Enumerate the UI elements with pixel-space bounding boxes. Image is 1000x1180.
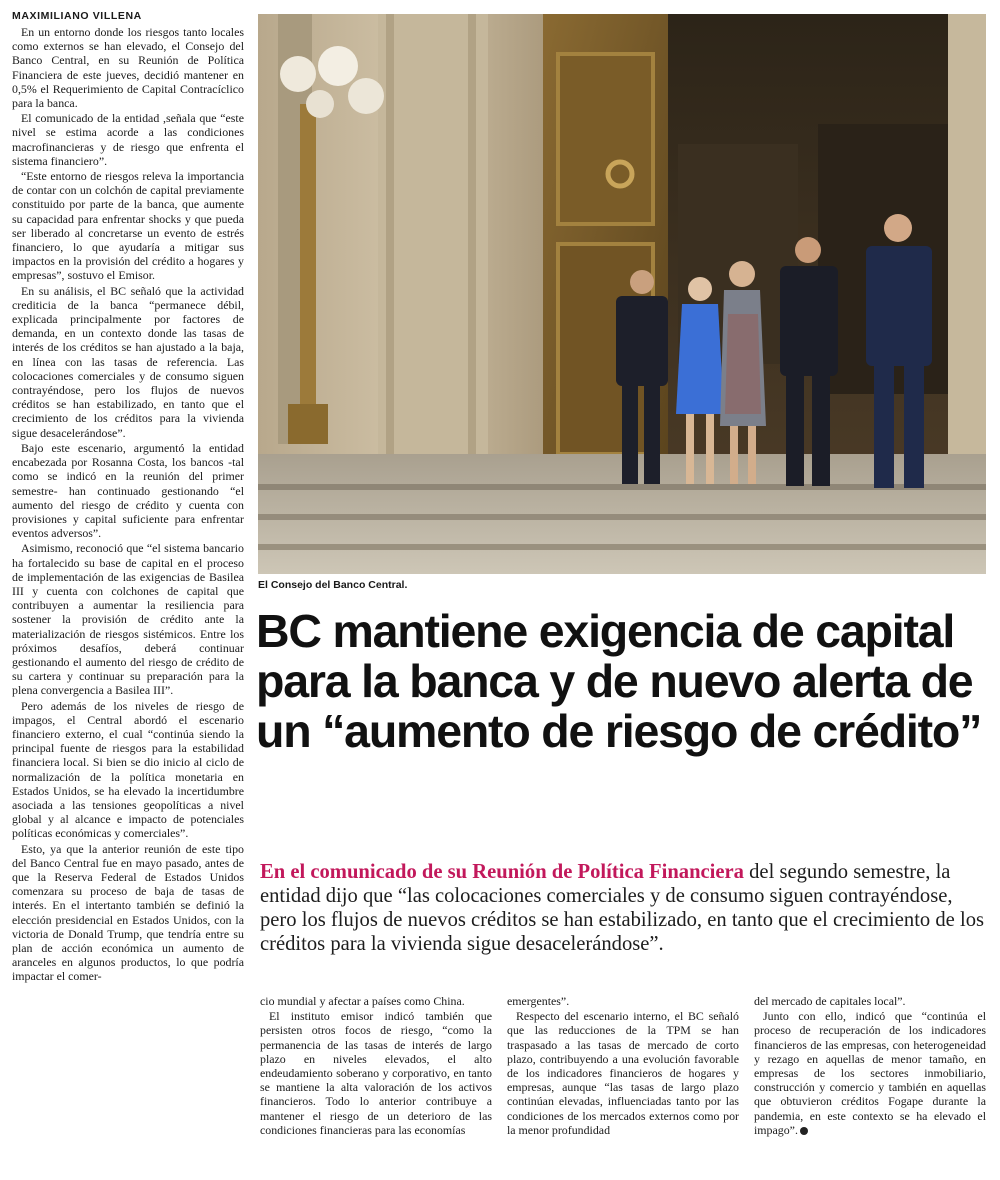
byline: MAXIMILIANO VILLENA <box>12 10 142 22</box>
headline: BC mantiene exigencia de capital para la banca y de nuevo alerta de un “aumento de riesgo de crédito” <box>256 605 982 757</box>
paragraph: Asimismo, reconoció que “el sistema bancario ha fortalecido su base de capital en el proceso de implementación de las exigencias de Basilea III y cuenta con colchones de capital que contribuyen a aumentar la resiliencia para sostener la provisión de crédito ante la materialización de riesgos sistémicos. Entre los próximos desafíos, deberá continuar gestionando el aumento del riesgo de crédito de su cartera y continuar su preparación para la plena convergencia a Basilea III”. <box>12 541 244 698</box>
paragraph: En su análisis, el BC señaló que la actividad crediticia de la banca “permanece débil, explicada principalmente por factores de demanda, en un contexto donde las tasas de interés de los créditos se han ajustado a la baja, en línea con las tasas de referencia. Las colocaciones comerciales y de consumo siguen contrayéndose, pero los flujos de nuevos créditos se han estabilizado, en tanto que el crecimiento de los créditos para la vivienda sigue desacelerándose”. <box>12 283 244 440</box>
lead-highlight: En el comunicado de su Reunión de Política Financiera <box>260 861 744 883</box>
paragraph: emergentes”. <box>507 994 570 1008</box>
paragraph: En un entorno donde los riesgos tanto locales como externos se han elevado, el Consejo del Banco Central, en su Reunión de Política Financiera de este jueves, decidió mantener en 0,5% el Requerimiento de Capital Contracíclico para la banca. <box>12 25 244 111</box>
column-2 <box>260 994 492 1164</box>
lead-text: del segundo semestre, la entidad dijo que “las colocaciones comerciales y de consumo siguen contrayéndose, pero los flujos de nuevos créditos se han estabilizado, en tanto que el crecimiento de los créditos para la vivienda sigue desacelerándose”. <box>260 861 984 955</box>
paragraph: Pero además de los niveles de riesgo de impagos, el Central abordó el escenario financiero externo, el cual “continúa siendo la principal fuente de riesgos para la estabilidad financiera local. Si bien se dio inicio al ciclo de normalización de la política monetaria en Estados Unidos, se ha elevado la incertidumbre asociada a las tensiones geopolíticas a nivel global y al alcance e impacto de potenciales políticas económicas y comerciales”. <box>12 698 244 841</box>
paragraph: Respecto del escenario interno, el BC señaló que las reducciones de la TPM se han traspasado a las tasas de mercado de corto plazo, contribuyendo a una evolución favorable de los indicadores financieros de hogares y empresas, aunque “las tasas de largo plazo continúan elevadas, influenciadas tanto por las condiciones de los mercados externos como por la menor profundidad <box>507 1009 739 1137</box>
paragraph: Bajo este escenario, argumentó la entidad encabezada por Rosanna Costa, los bancos -tal como se indicó en la reunión del primer semestre- han continuado gestionando “el aumento del riesgo de crédito y cuenta con provisiones y capital suficiente para enfrentar eventos adversos”. <box>12 440 244 541</box>
column-3 <box>507 994 739 1164</box>
paragraph: Esto, ya que la anterior reunión de este tipo del Banco Central fue en mayo pasado, antes de que la Reserva Federal de Estados Unidos comenzara su proceso de baja de tasas de interés. En el intertanto también se definió la elección presidencial en Estados Unidos, con la victoria de Donald Trump, que tendría entre su plan de acción económica un aumento de aranceles en algunos productos, lo que podría impactar el comer- <box>12 841 244 984</box>
banco-central-council-photo <box>258 14 986 574</box>
paragraph: El instituto emisor indicó también que persisten otros focos de riesgo, “como la permanencia de las tasas de interés de largo plazo en niveles elevados, el alto endeudamiento soberano y corporativo, en tanto se mantiene la alta valoración de los activos financieros. Todo lo anterior contribuye a mantener el riesgo de un deterioro de las condiciones financieras para las economías <box>260 1009 492 1137</box>
photo-caption: El Consejo del Banco Central. <box>258 579 408 591</box>
paragraph: El comunicado de la entidad ,señala que “este nivel se estima acorde a las condiciones macrofinancieras y de riesgo que enfrenta el sistema financiero”. <box>12 111 244 168</box>
paragraph <box>754 1009 986 1137</box>
end-of-article-icon <box>800 1127 808 1135</box>
left-column <box>12 10 244 1160</box>
article-photo <box>258 14 986 574</box>
paragraph: cio mundial y afectar a países como China. <box>260 994 465 1008</box>
paragraph-text: Junto con ello, indicó que “continúa el proceso de recuperación de los indicadores financieros de las empresas, con heterogeneidad y rezago en aquellas de menor tamaño, en empresas de los sectores inmobiliario, construcción y comercio y también en aquellas que obtuvieron créditos Fogape durante la pandemia, en este contexto se ha elevado el impago”. <box>754 1009 986 1137</box>
paragraph: del mercado de capitales local”. <box>754 994 906 1008</box>
paragraph: “Este entorno de riesgos releva la importancia de contar con un colchón de capital previamente constituido por parte de la banca, que aumente su capacidad para enfrentar shocks y que pueda ser liberado al concretarse un evento de estrés financiero, lo que ayudaría a mitigar sus impactos en la provisión del crédito a hogares y empresas”, sostuvo el Emisor. <box>12 169 244 283</box>
lead-paragraph <box>260 860 988 956</box>
column-4 <box>754 994 986 1164</box>
